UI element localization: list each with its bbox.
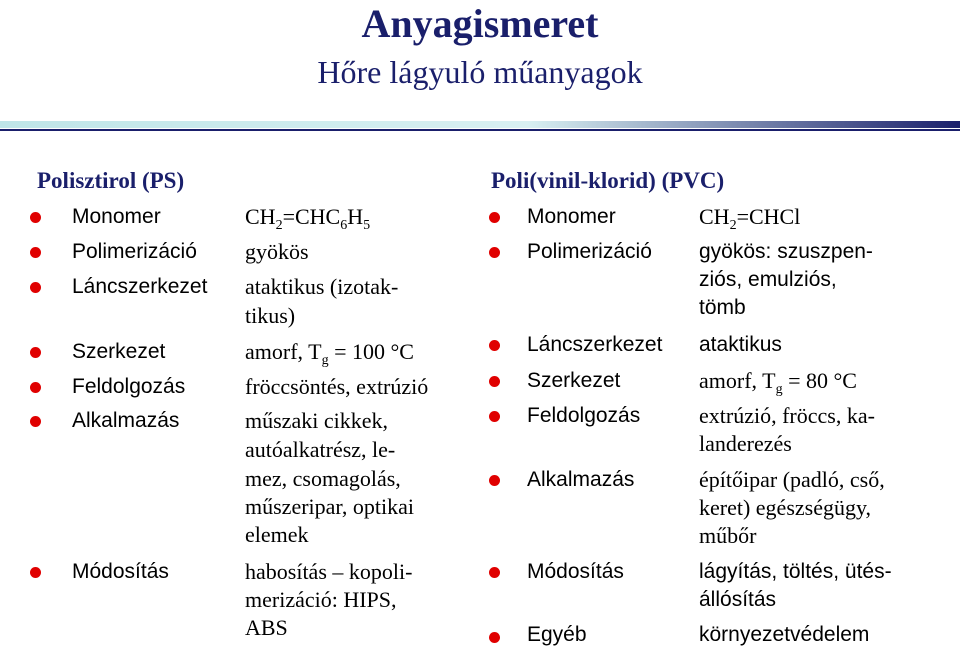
- bullet-icon: [489, 475, 500, 486]
- ps-value-polimerizacio: gyökös: [245, 239, 309, 264]
- pvc-value-line: ziós, emulziós,: [699, 268, 837, 291]
- bullet-icon: [489, 212, 500, 223]
- pvc-value-line: tömb: [699, 296, 746, 319]
- pvc-value-egyeb: környezetvédelem: [699, 623, 870, 646]
- ps-label-lancszerkezet: Láncszerkezet: [72, 275, 208, 298]
- ps-value-line: műszeripar, optikai: [245, 494, 414, 519]
- ps-label-feldolgozas: Feldolgozás: [72, 375, 186, 398]
- ps-value-line: habosítás – kopoli-: [245, 559, 413, 584]
- ps-label-alkalmazas: Alkalmazás: [72, 409, 180, 432]
- bullet-icon: [30, 567, 41, 578]
- pvc-value-line: extrúzió, fröccs, ka-: [699, 403, 875, 428]
- ps-value-line: tikus): [245, 303, 296, 328]
- ps-value-line: mez, csomagolás,: [245, 466, 401, 491]
- bullet-icon: [489, 567, 500, 578]
- pvc-label-lancszerkezet: Láncszerkezet: [527, 333, 663, 356]
- pvc-value-line: állósítás: [699, 588, 777, 611]
- bullet-icon: [489, 340, 500, 351]
- ps-label-monomer: Monomer: [72, 205, 161, 228]
- ps-value-feldolgozas: fröccsöntés, extrúzió: [245, 374, 429, 399]
- pvc-value-line: lágyítás, töltés, ütés-: [699, 560, 892, 583]
- ps-value-line: merizáció: HIPS,: [245, 587, 397, 612]
- bullet-icon: [489, 411, 500, 422]
- bullet-icon: [30, 282, 41, 293]
- pvc-value-monomer: $CH_2=CHCl$: [699, 204, 801, 233]
- slide-title: Anyagismeret: [361, 1, 599, 46]
- ps-heading: Polisztirol (PS): [37, 168, 185, 193]
- ps-label-polimerizacio: Polimerizáció: [72, 240, 197, 263]
- pvc-label-monomer: Monomer: [527, 205, 616, 228]
- ps-label-modositas: Módosítás: [72, 560, 169, 583]
- bullet-icon: [30, 382, 41, 393]
- pvc-label-szerkezet: Szerkezet: [527, 369, 621, 392]
- pvc-label-polimerizacio: Polimerizáció: [527, 240, 652, 263]
- pvc-value-line: építőipar (padló, cső,: [699, 467, 885, 492]
- ps-value-line: elemek: [245, 522, 309, 547]
- bullet-icon: [489, 376, 500, 387]
- slide-subtitle: Hőre lágyuló műanyagok: [317, 54, 643, 90]
- ps-value-line: műszaki cikkek,: [245, 408, 388, 433]
- ps-value-line: autóalkatrész, le-: [245, 437, 396, 462]
- bullet-icon: [30, 416, 41, 427]
- pvc-value-line: műbőr: [699, 523, 757, 548]
- bullet-icon: [489, 632, 500, 643]
- pvc-label-alkalmazas: Alkalmazás: [527, 468, 635, 491]
- bullet-icon: [30, 347, 41, 358]
- ps-value-monomer: $CH_2=CHC_6H_5$: [245, 204, 371, 233]
- pvc-label-modositas: Módosítás: [527, 560, 624, 583]
- ps-label-szerkezet: Szerkezet: [72, 340, 166, 363]
- pvc-value-line: gyökös: szuszpen-: [699, 240, 873, 263]
- pvc-value-lancszerkezet: ataktikus: [699, 333, 782, 356]
- ps-value-line: ataktikus (izotak-: [245, 274, 399, 299]
- pvc-value-line: landerezés: [699, 431, 792, 456]
- divider-rule: [0, 118, 960, 136]
- pvc-heading: Poli(vinil-klorid) (PVC): [491, 168, 725, 193]
- ps-value-line: ABS: [245, 615, 288, 640]
- pvc-label-egyeb: Egyéb: [527, 623, 587, 646]
- bullet-icon: [30, 212, 41, 223]
- bullet-icon: [489, 247, 500, 258]
- pvc-value-line: keret) egészségügy,: [699, 495, 872, 520]
- pvc-value-szerkezet: amorf, $T_g = 80$ °C: [699, 368, 857, 397]
- pvc-label-feldolgozas: Feldolgozás: [527, 404, 641, 427]
- bullet-icon: [30, 247, 41, 258]
- ps-value-szerkezet: amorf, $T_g = 100$ °C: [245, 339, 414, 368]
